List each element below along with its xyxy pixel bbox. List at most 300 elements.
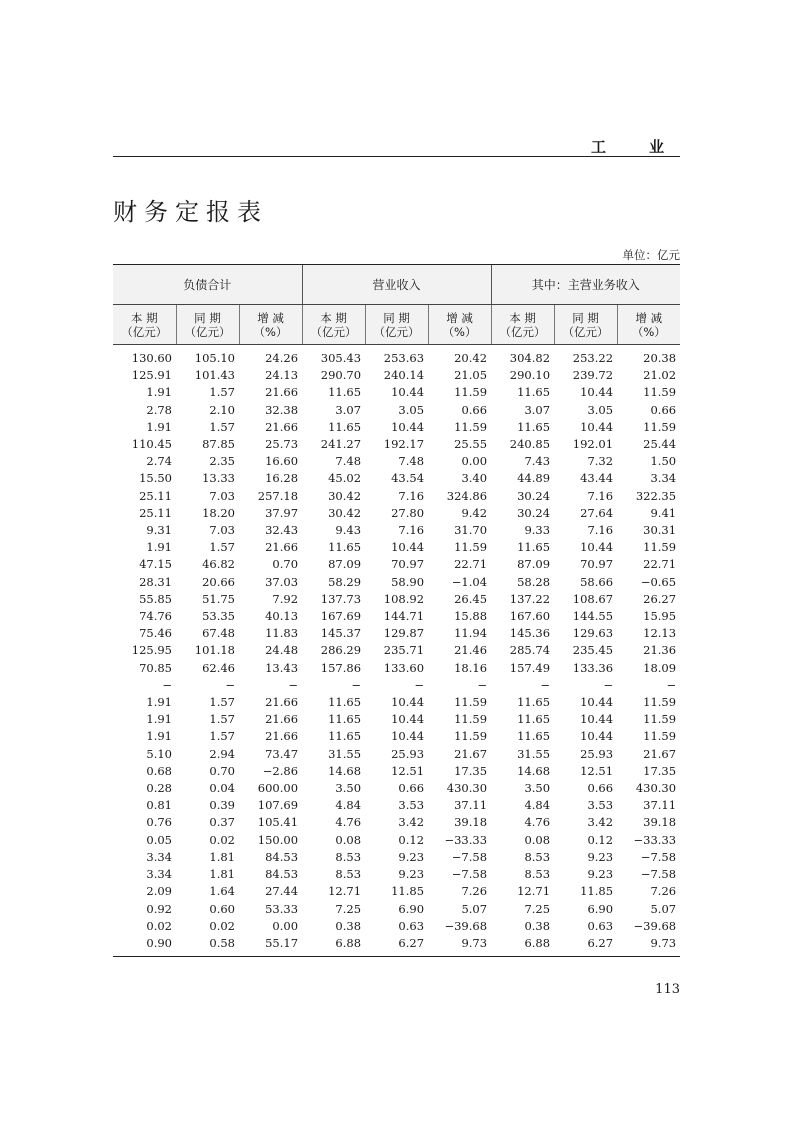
group-header-operating-revenue: 营业收入 [302,265,491,305]
table-cell: 21.66 [265,419,299,434]
table-row [113,711,680,728]
table-cell: 1.64 [209,884,235,899]
column-header-label: 本 期 [509,310,536,325]
table-cell: 70.85 [139,660,172,675]
table-cell: 87.09 [517,557,551,572]
column-header-unit: （%） [442,324,477,339]
table-cell: 167.60 [509,609,551,624]
table-cell: 4.76 [335,815,362,830]
table-cell: 1.57 [209,712,235,727]
column-header-label: 同 期 [572,310,599,325]
column-header-unit: （%） [631,324,666,339]
table-row [113,797,680,814]
table-cell: 1.91 [146,729,172,744]
table-row [113,453,680,470]
table-cell: 0.02 [146,918,172,933]
column-header-unit: （亿元） [310,324,357,339]
group-header-total-liabilities: 负债合计 [113,265,302,305]
table-row [113,901,680,918]
table-row [113,883,680,900]
table-cell: 3.42 [398,815,425,830]
table-cell: 9.23 [398,849,425,864]
table-cell: 7.16 [398,488,425,503]
table-cell: 27.44 [265,884,299,899]
table-cell: −1.04 [451,574,488,589]
table-cell: 25.44 [643,437,677,452]
table-cell: 144.55 [572,609,614,624]
table-cell: 37.97 [265,505,299,520]
table-cell: 11.65 [328,712,362,727]
table-cell: 101.43 [194,368,235,383]
table-cell: 0.58 [176,935,239,957]
table-cell: 0.70 [209,763,235,778]
table-cell: 0.90 [113,935,176,957]
table-row [113,728,680,745]
table-row [113,556,680,573]
table-cell: 15.95 [643,609,677,624]
table-cell: 32.38 [265,402,299,417]
table-cell: 1.57 [209,540,235,555]
table-row [113,539,680,556]
table-cell: −7.58 [640,867,677,882]
table-cell: 39.18 [643,815,677,830]
table-cell: 6.88 [491,935,554,957]
table-cell: 30.42 [328,505,362,520]
table-cell: 31.70 [454,523,488,538]
table-cell: 0.08 [524,832,551,847]
table-cell: 9.42 [461,505,488,520]
table-cell: 58.29 [328,574,362,589]
table-cell: 21.66 [265,712,299,727]
table-cell: 430.30 [446,781,488,796]
table-cell: 10.44 [391,540,425,555]
table-cell: 1.91 [146,712,172,727]
table-cell: 108.92 [383,591,425,606]
column-header-unit: （亿元） [121,324,168,339]
table-cell: 30.31 [643,523,677,538]
table-cell: 25.93 [391,746,425,761]
table-cell: 11.65 [517,419,551,434]
table-cell: 235.71 [383,643,425,658]
table-cell: − [414,677,425,692]
table-cell: 39.18 [454,815,488,830]
table-cell: 31.55 [328,746,362,761]
table-cell: 6.88 [302,935,365,957]
table-cell: 27.80 [391,505,425,520]
unit-label: 单位：亿元 [622,248,680,262]
table-row [113,345,680,368]
table-cell: 257.18 [257,488,299,503]
table-cell: 84.53 [265,867,299,882]
group-header-row [113,265,680,305]
table-cell: 25.93 [580,746,614,761]
table-cell: 10.44 [391,419,425,434]
table-cell: 11.59 [643,695,677,710]
table-cell: 20.66 [202,574,235,589]
table-cell: 1.91 [146,540,172,555]
table-cell: 21.67 [454,746,488,761]
table-cell: 0.60 [209,901,235,916]
table-cell: 145.36 [509,626,551,641]
table-cell: − [477,677,488,692]
table-cell: 9.23 [398,867,425,882]
table-cell: 2.78 [146,402,172,417]
table-cell: 9.43 [335,523,362,538]
table-cell: 430.30 [635,781,677,796]
column-header [302,305,365,345]
table-cell: 0.02 [209,832,235,847]
table-cell: 0.68 [146,763,172,778]
table-cell: 27.64 [580,505,614,520]
page-title: 财务定报表 [113,198,268,226]
table-cell: 21.05 [454,368,488,383]
table-cell: 0.38 [524,918,551,933]
table-row [113,591,680,608]
table-cell: 70.97 [580,557,614,572]
table-cell: 239.72 [572,368,614,383]
table-row [113,660,680,677]
table-cell: 24.26 [265,351,299,365]
table-cell: 87.85 [202,437,235,452]
table-cell: 8.53 [524,849,551,864]
table-cell: 240.85 [509,437,551,452]
table-cell: 12.71 [517,884,551,899]
column-header [239,305,302,345]
table-cell: 74.76 [139,609,172,624]
table-cell: 157.49 [509,660,551,675]
table-cell: 125.91 [131,368,172,383]
table-cell: − [540,677,551,692]
column-header-unit: （亿元） [184,324,231,339]
table-row [113,694,680,711]
table-cell: 3.07 [524,402,551,417]
table-row [113,608,680,625]
table-cell: 6.90 [398,901,425,916]
table-cell: 11.85 [580,884,614,899]
table-cell: 37.11 [643,798,677,813]
table-cell: 67.48 [202,626,235,641]
table-cell: 3.50 [524,781,551,796]
column-header-unit: （亿元） [373,324,420,339]
table-cell: 0.00 [272,918,299,933]
table-cell: 9.23 [587,867,614,882]
table-cell: 290.70 [320,368,362,383]
table-row [113,918,680,935]
table-cell: 0.66 [461,402,488,417]
table-cell: 101.18 [194,643,235,658]
table-cell: 47.15 [139,557,172,572]
table-cell: 8.53 [524,867,551,882]
table-cell: 7.03 [209,523,235,538]
table-cell: 25.11 [139,505,172,520]
table-row [113,367,680,384]
column-header [617,305,680,345]
table-cell: − [225,677,235,692]
table-cell: 9.41 [650,505,677,520]
table-cell: −39.68 [633,918,677,933]
table-cell: 11.65 [328,729,362,744]
table-cell: 17.35 [454,763,488,778]
table-cell: 37.03 [265,574,299,589]
table-cell: 11.83 [265,626,299,641]
table-cell: 1.91 [146,385,172,400]
table-row [113,470,680,487]
table-cell: 137.73 [320,591,362,606]
table-cell: 0.38 [335,918,362,933]
table-cell: 235.45 [572,643,614,658]
table-cell: 26.27 [643,591,677,606]
table-cell: 6.90 [587,901,614,916]
table-cell: 0.02 [209,918,235,933]
table-row [113,763,680,780]
table-cell: 25.11 [139,488,172,503]
table-cell: 167.69 [320,609,362,624]
table-cell: 11.85 [391,884,425,899]
table-cell: −39.68 [444,918,488,933]
table-row [113,419,680,436]
column-header-label: 增 减 [635,310,663,325]
table-cell: 0.66 [587,781,614,796]
table-cell: 253.63 [383,351,425,365]
table-cell: 1.57 [209,419,235,434]
table-cell: 1.57 [209,729,235,744]
table-row [113,814,680,831]
table-cell: 58.66 [580,574,614,589]
table-cell: 45.02 [328,471,362,486]
table-cell: 11.59 [643,729,677,744]
table-cell: 1.81 [209,849,235,864]
table-cell: 70.97 [391,557,425,572]
table-cell: 5.07 [650,901,677,916]
column-header [428,305,491,345]
table-cell: 24.48 [265,643,299,658]
table-row [113,849,680,866]
table-cell: 6.27 [365,935,428,957]
column-header [491,305,554,345]
table-cell: 25.55 [454,437,488,452]
table-cell: 8.53 [335,867,362,882]
table-cell: 30.24 [517,505,551,520]
table-cell: 105.41 [257,815,299,830]
table-cell: 20.38 [643,351,677,365]
table-cell: 0.04 [209,781,235,796]
table-cell: 2.74 [146,454,172,469]
table-cell: 3.42 [587,815,614,830]
table-row [113,866,680,883]
table-cell: 253.22 [572,351,614,365]
table-cell: 11.59 [454,695,488,710]
column-header-label: 本 期 [130,310,158,325]
table-cell: 87.09 [328,557,362,572]
table-cell: 305.43 [320,351,362,365]
table-cell: 11.65 [517,729,551,744]
table-cell: 51.75 [202,591,235,606]
table-row [113,505,680,522]
column-header-unit: （%） [253,324,288,339]
table-cell: 21.46 [454,643,488,658]
table-cell: 7.43 [524,454,551,469]
table-cell: 10.44 [580,540,614,555]
table-cell: 11.59 [454,712,488,727]
table-cell: 30.42 [328,488,362,503]
table-cell: 10.44 [391,695,425,710]
table-cell: 7.26 [650,884,677,899]
table-row [113,935,680,957]
table-cell: 10.44 [580,729,614,744]
table-row [113,488,680,505]
table-cell: 22.71 [454,557,488,572]
table-cell: 0.28 [146,781,172,796]
table-cell: 2.09 [146,884,172,899]
table-cell: 43.54 [391,471,425,486]
table-cell: 28.31 [139,574,172,589]
table-cell: 12.13 [643,626,677,641]
table-cell: 7.16 [587,488,614,503]
table-cell: 157.86 [320,660,362,675]
table-cell: 129.63 [572,626,614,641]
table-cell: −7.58 [451,849,488,864]
table-cell: 290.10 [509,368,551,383]
table-cell: 20.42 [454,351,488,365]
table-cell: 0.92 [146,901,172,916]
table-cell: 11.94 [454,626,488,641]
column-header [176,305,239,345]
table-cell: 0.39 [209,798,235,813]
table-cell: 75.46 [139,626,172,641]
table-cell: 108.67 [572,591,614,606]
table-cell: 11.65 [328,419,362,434]
table-cell: 11.65 [328,540,362,555]
column-header-label: 增 减 [257,310,284,325]
section-title: 工 业 [590,138,678,156]
table-cell: 58.28 [517,574,551,589]
table-cell: −2.86 [262,763,299,778]
table-cell: 9.23 [587,849,614,864]
table-cell: 18.20 [202,505,235,520]
table-cell: 150.00 [257,832,299,847]
table-cell: 105.10 [194,351,235,365]
table-cell: 18.16 [454,660,488,675]
table-cell: 0.05 [146,832,172,847]
table-cell: 40.13 [265,609,299,624]
column-header [113,305,176,345]
table-cell: 46.82 [202,557,235,572]
table-cell: 3.05 [398,402,425,417]
table-cell: 144.71 [383,609,425,624]
table-cell: −7.58 [451,867,488,882]
table-cell: 16.28 [265,471,299,486]
table-cell: 600.00 [257,781,299,796]
table-cell: 1.81 [209,867,235,882]
table-cell: 12.51 [391,763,425,778]
table-row [113,642,680,659]
table-cell: 11.59 [643,540,677,555]
table-cell: 3.05 [587,402,614,417]
table-cell: 3.07 [335,402,362,417]
table-cell: 7.92 [272,591,299,606]
group-header-main-business-revenue: 其中：主营业务收入 [491,265,680,305]
table-cell: 107.69 [257,798,299,813]
table-cell: 0.08 [335,832,362,847]
table-cell: 10.44 [391,729,425,744]
table-cell: 13.33 [202,471,235,486]
table-cell: 24.13 [265,368,299,383]
column-header-unit: （亿元） [499,324,546,339]
table-cell: 3.53 [398,798,425,813]
table-cell: −33.33 [633,832,677,847]
financial-report-table [113,264,680,957]
table-cell: − [162,677,172,692]
table-cell: 0.37 [209,815,235,830]
table-cell: 125.95 [131,643,172,658]
table-cell: 11.59 [454,729,488,744]
table-cell: 285.74 [509,643,551,658]
table-cell: 84.53 [265,849,299,864]
table-cell: 11.65 [517,695,551,710]
table-cell: 11.65 [328,695,362,710]
table-row [113,384,680,401]
table-cell: 10.44 [391,712,425,727]
table-cell: 7.03 [209,488,235,503]
table-row [113,746,680,763]
table-cell: 4.84 [335,798,362,813]
table-cell: 21.02 [643,368,677,383]
table-body [113,345,680,957]
table-cell: 11.65 [328,385,362,400]
page-number: 113 [655,982,680,997]
table-cell: 3.40 [461,471,488,486]
table-cell: 0.81 [146,798,172,813]
table-cell: 133.60 [383,660,425,675]
table-cell: 5.10 [146,746,172,761]
table-cell: 5.07 [461,901,488,916]
table-cell: 192.17 [383,437,425,452]
table-cell: 7.25 [335,901,362,916]
table-cell: 10.44 [580,419,614,434]
table-cell: 11.65 [517,540,551,555]
table-cell: 3.50 [335,781,362,796]
table-cell: 11.59 [643,419,677,434]
table-cell: 0.12 [587,832,614,847]
table-cell: 25.73 [265,437,299,452]
table-cell: 21.66 [265,729,299,744]
column-header-label: 同 期 [383,310,410,325]
table-cell: 286.29 [320,643,362,658]
table-cell: 73.47 [265,746,299,761]
table-cell: 9.31 [146,523,172,538]
table-cell: 21.66 [265,695,299,710]
table-cell: 1.91 [146,695,172,710]
section-header [113,136,680,157]
table-cell: 0.63 [398,918,425,933]
table-cell: 32.43 [265,523,299,538]
table-cell: 2.94 [209,746,235,761]
table-cell: 11.65 [517,712,551,727]
table-cell: 7.48 [398,454,425,469]
table-cell: 21.66 [265,385,299,400]
table-cell: 11.59 [643,712,677,727]
table-cell: 1.91 [146,419,172,434]
table-cell: 3.34 [146,867,172,882]
table-cell: 53.35 [202,609,235,624]
table-cell: 31.55 [517,746,551,761]
column-header-label: 增 减 [446,310,473,325]
table-cell: 11.59 [643,385,677,400]
table-cell: 43.44 [580,471,614,486]
table-cell: 7.25 [524,901,551,916]
table-cell: 14.68 [517,763,551,778]
table-cell: 18.09 [643,660,677,675]
